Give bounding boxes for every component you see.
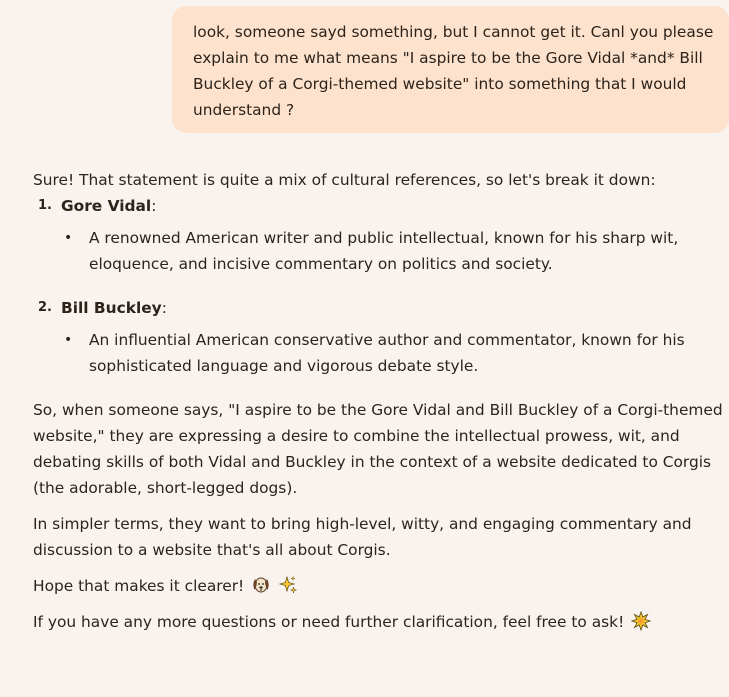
reference-detail [64, 225, 727, 277]
user-message-text: look, someone sayd something, but I cannot get it. Canl you please explain to me what means "I aspire to be the Gore Vidal *and* Bill Buckley of a Corgi-themed website" into something that I would understand ? [193, 23, 714, 119]
reference-colon: : [151, 197, 157, 215]
reference-item [33, 193, 727, 277]
list-number: 1. [38, 198, 52, 213]
reference-colon: : [161, 299, 167, 317]
reference-list [33, 193, 727, 379]
dog-face-icon [251, 575, 271, 595]
bullet-icon: • [64, 332, 73, 348]
sparkles-icon [278, 575, 298, 595]
assistant-intro: Sure! That statement is quite a mix of cultural references, so let's break it down: [33, 171, 656, 189]
explanation-paragraph: So, when someone says, "I aspire to be the Gore Vidal and Bill Buckley of a Corgi-themed website," they are expressing a desire to combine the intellectual prowess, wit, and debating skills of both Vidal and Buckley in the context of a website dedicated to Corgis (the adorable, short-legged dogs). [33, 401, 723, 497]
collision-icon [631, 611, 651, 631]
reference-details [61, 327, 727, 379]
reference-detail-text: An influential American conservative author and commentator, known for his sophisticated language and vigorous debate style. [89, 331, 685, 375]
bullet-icon: • [64, 230, 73, 246]
closing-text: If you have any more questions or need further clarification, feel free to ask! [33, 613, 625, 631]
closing-line [33, 609, 727, 635]
reference-item [33, 295, 727, 379]
simpler-terms-paragraph: In simpler terms, they want to bring high-level, witty, and engaging commentary and discussion to a website that's all about Corgis. [33, 515, 692, 559]
reference-term: Bill Buckley [61, 299, 162, 317]
list-number: 2. [38, 300, 52, 315]
assistant-message [33, 167, 727, 645]
reference-detail-text: A renowned American writer and public intellectual, known for his sharp wit, eloquence, and incisive commentary on politics and society. [89, 229, 679, 273]
reference-detail [64, 327, 727, 379]
hope-text: Hope that makes it clearer! [33, 577, 245, 595]
reference-term: Gore Vidal [61, 197, 152, 215]
hope-line [33, 573, 727, 599]
user-message-bubble [172, 6, 729, 133]
reference-details [61, 225, 727, 277]
